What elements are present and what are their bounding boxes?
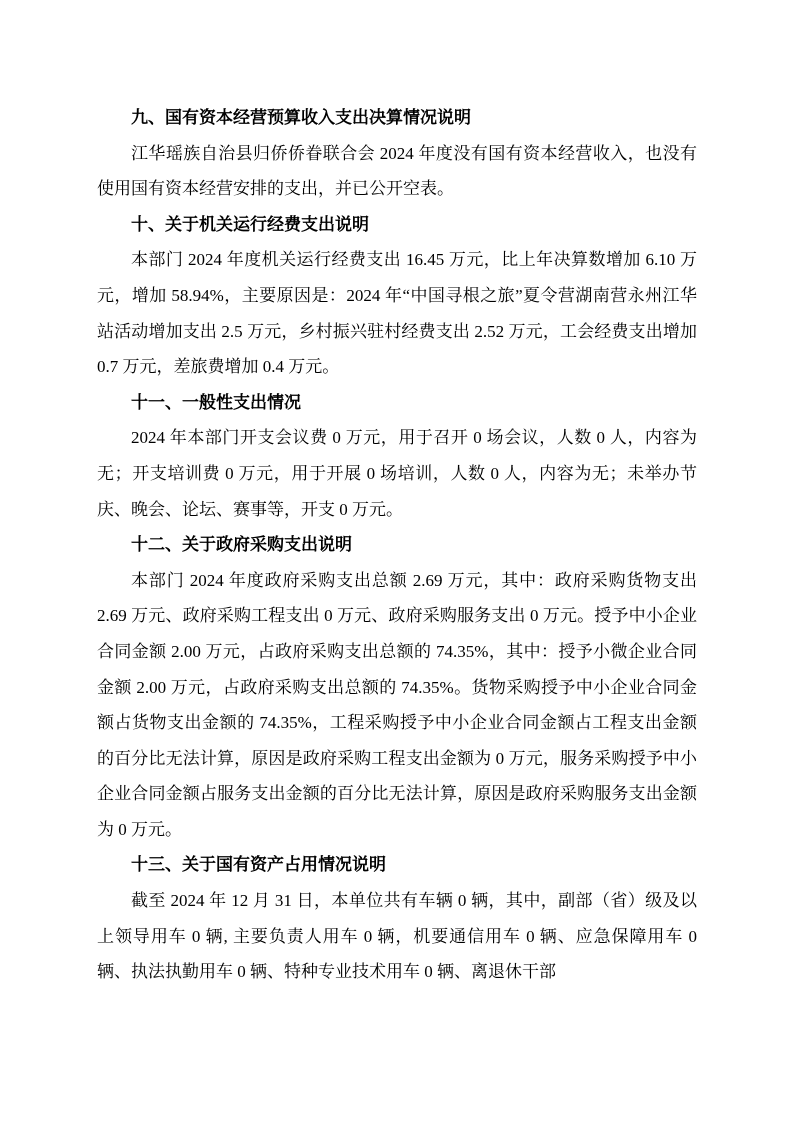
section-operating-expenses	[97, 207, 697, 385]
section-paragraph: 2024 年本部门开支会议费 0 万元，用于召开 0 场会议，人数 0 人，内容为无；开支培训费 0 万元，用于开展 0 场培训，人数 0 人，内容为无；未举办节庆、晚会、论坛、赛事等，开支 0 万元。	[97, 428, 697, 519]
section-paragraph: 截至 2024 年 12 月 31 日，本单位共有车辆 0 辆，其中，副部（省）级及以上领导用车 0 辆, 主要负责人用车 0 辆，机要通信用车 0 辆、应急保障用车 0 辆、执法执勤用车 0 辆、特种专业技术用车 0 辆、离退休干部	[97, 891, 697, 982]
section-heading: 十、关于机关运行经费支出说明	[131, 214, 369, 234]
section-state-capital-budget	[97, 100, 697, 207]
section-heading: 九、国有资本经营预算收入支出决算情况说明	[131, 108, 471, 127]
section-paragraph: 本部门 2024 年度政府采购支出总额 2.69 万元，其中：政府采购货物支出 2.69 万元、政府采购工程支出 0 万元、政府采购服务支出 0 万元。授予中小企业合同金额 2.00 万元，占政府采购支出总额的 74.35%，其中：授予小微企业合同金额 2.00 万元，占政府采购支出总额的 74.35%。货物采购授予中小企业合同金额占货物支出金额的 74.35%，工程采购授予中小企业合同金额占工程支出金额的百分比无法计算，原因是政府采购工程支出金额为 0 万元，服务采购授予中小企业合同金额占服务支出金额的百分比无法计算，原因是政府采购服务支出金额为 0 万元。	[97, 570, 697, 839]
section-paragraph: 江华瑶族自治县归侨侨眷联合会 2024 年度没有国有资本经营收入，也没有使用国有资本经营安排的支出，并已公开空表。	[97, 143, 697, 199]
section-heading: 十三、关于国有资产占用情况说明	[131, 855, 386, 875]
section-government-procurement	[97, 527, 697, 847]
document-content	[97, 100, 697, 990]
section-paragraph: 本部门 2024 年度机关运行经费支出 16.45 万元，比上年决算数增加 6.10 万元，增加 58.94%，主要原因是：2024 年“中国寻根之旅”夏令营湖南营永州江华站活动增加支出 2.5 万元，乡村振兴驻村经费支出 2.52 万元，工会经费支出增加 0.7 万元，差旅费增加 0.4 万元。	[97, 250, 697, 377]
section-heading: 十二、关于政府采购支出说明	[131, 535, 352, 555]
section-general-expenditure	[97, 385, 697, 527]
section-heading: 十一、一般性支出情况	[131, 392, 301, 412]
section-state-assets-occupancy	[97, 847, 697, 989]
